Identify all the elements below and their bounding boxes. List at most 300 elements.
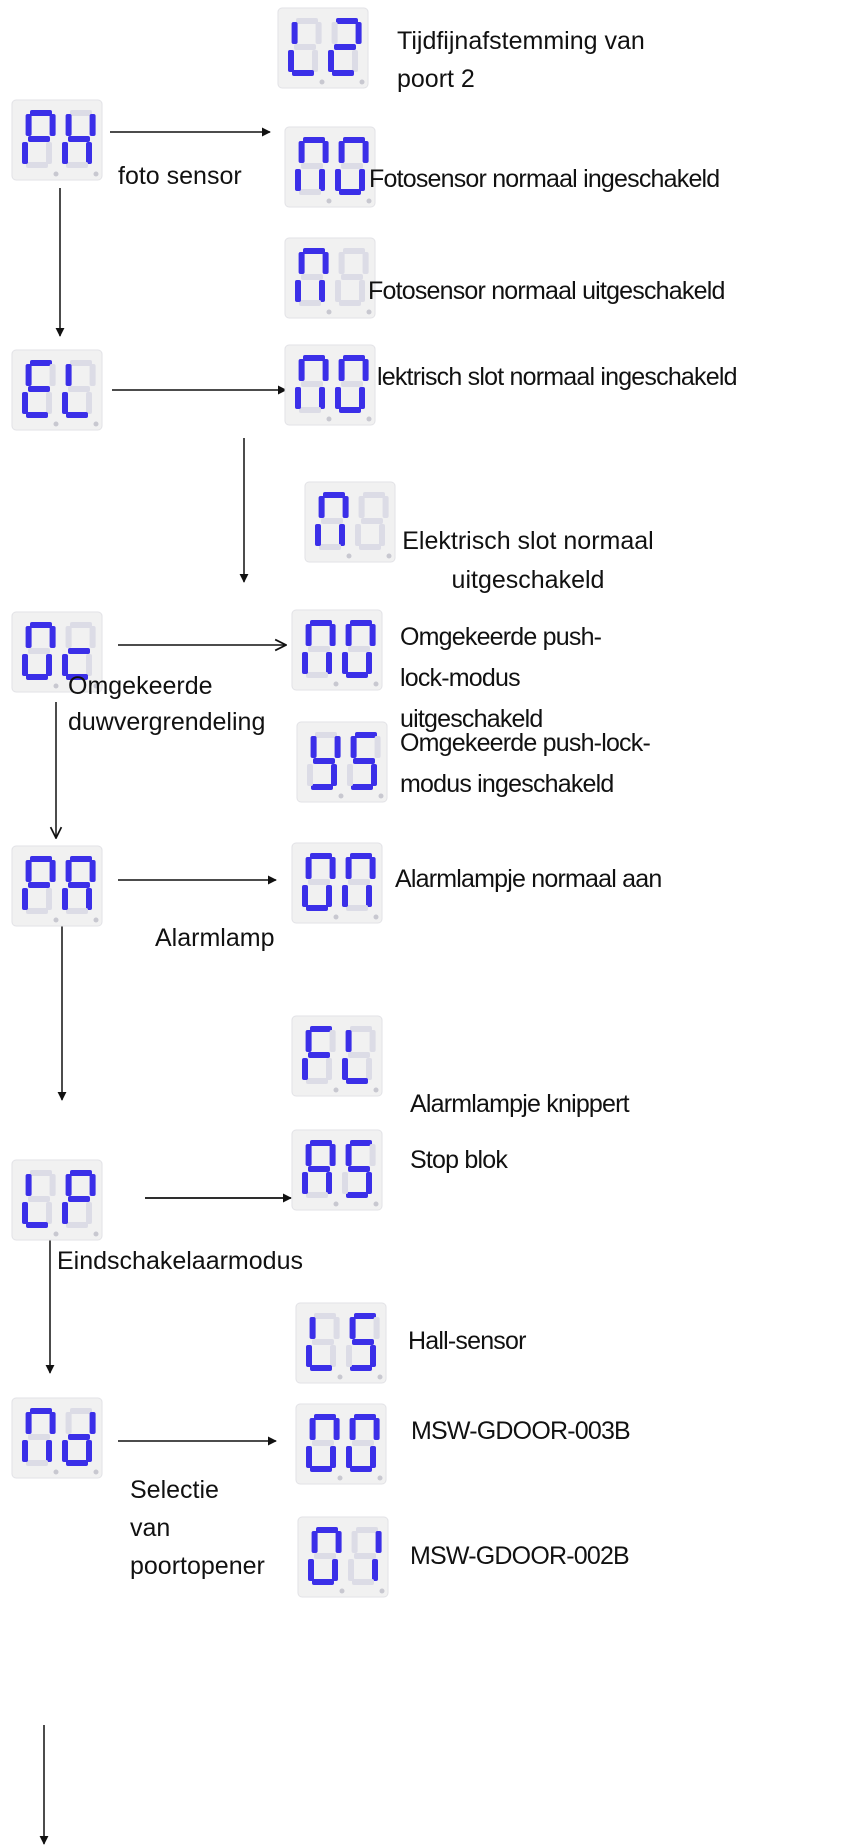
option-display-2-nc-digit-2-segment-a [343,248,365,254]
option-display-10-ls-digit-1-segment-e [306,1345,312,1367]
option-display-2-nc-digit-1-segment-a [303,248,325,254]
menu-display-el [12,350,102,430]
option-display-3-no [285,345,375,425]
option-display-2-nc-dot-2 [367,310,372,315]
option-display-12-o1-digit-2-segment-g [354,1553,376,1559]
option-display-6-ys-digit-2-segment-c [371,764,377,786]
menu-display-lp [12,1160,102,1240]
menu-display-nd-digit-1-segment-d [26,1460,48,1466]
option-display-3-no-dot-2 [367,417,372,422]
option-display-2-nc-digit-1-segment-c [319,280,325,302]
option-display-4-nc-digit-2-segment-a [363,492,385,498]
option-display-10-ls-digit-2-segment-e [346,1345,352,1367]
menu-display-pa-digit-1-segment-f [26,860,32,882]
option-display-6-ys-dot-2 [379,794,384,799]
option-display-8-fl-digit-1-segment-g [308,1052,330,1058]
option-display-4-nc-digit-1-segment-g [321,518,343,524]
option-display-8-fl-digit-1-segment-d [306,1078,328,1084]
menu-label-reverse-push-lock: Omgekeerde duwvergrendeling [68,672,266,736]
option-display-0-l2-digit-1-segment-c [312,50,318,72]
option-display-4-nc-digit-2-segment-e [355,524,361,546]
menu-display-lp-dot [54,1232,59,1237]
option-display-5-no-digit-1-segment-f [306,624,312,646]
option-display-7-on-digit-2-segment-a [350,853,372,859]
menu-display-el-digit-2-segment-f [66,364,72,386]
option-display-1-no-digit-2-segment-c [359,169,365,191]
option-display-12-o1-digit-1-segment-c [332,1559,338,1581]
option-display-5-no-digit-2-segment-b [370,624,376,646]
option-display-12-o1-digit-2-segment-b [376,1531,382,1553]
menu-display-pa-digit-1-segment-a [30,856,52,862]
option-display-1-no-digit-2-segment-b [363,141,369,163]
menu-display-pa-digit-2-segment-b [90,860,96,882]
menu-display-pa-digit-1-segment-d [26,908,48,914]
menu-display-pa-dot [54,918,59,923]
option-display-7-on-digit-1-segment-a [310,853,332,859]
option-display-9-as-digit-2-segment-g [348,1166,370,1172]
option-display-2-nc-digit-1-segment-g [301,274,323,280]
option-display-0-l2-digit-2-segment-e [328,50,334,72]
option-display-4-nc-digit-1-segment-f [319,496,325,518]
menu-display-nd-digit-2-segment-b [90,1412,96,1434]
option-display-10-ls-digit-2-segment-d [350,1365,372,1371]
option-label-alarm-blink: Alarmlampje knippert [410,1090,629,1118]
option-label-stop-block: Stop blok [410,1146,508,1174]
menu-display-nd-digit-1-segment-g [28,1434,50,1440]
menu-display-nd-dot [54,1470,59,1475]
option-display-3-no-digit-1-segment-b [323,359,329,381]
option-display-5-no-digit-2-segment-f [346,624,352,646]
option-display-2-nc-digit-2-segment-g [341,274,363,280]
menu-display-oc-dot [54,684,59,689]
option-display-10-ls-digit-1-segment-a [314,1313,336,1319]
option-display-8-fl-digit-1-segment-c [326,1058,332,1080]
option-display-1-no-dot-2 [367,199,372,204]
option-display-5-no-dot-2 [374,682,379,687]
option-display-5-no-digit-2-segment-a [350,620,372,626]
option-display-5-no-digit-2-segment-g [348,646,370,652]
menu-display-nd-digit-1-segment-e [22,1440,28,1462]
menu-display-ph-digit-2-segment-a [70,110,92,116]
option-display-5-no-digit-1-segment-d [306,672,328,678]
option-display-1-no-digit-2-segment-f [339,141,345,163]
option-display-6-ys-digit-2-segment-f [351,736,357,758]
menu-display-ph-digit-1-segment-c [46,142,52,164]
option-display-11-oo-dot [338,1476,343,1481]
menu-display-pa-digit-1-segment-e [22,888,28,910]
option-display-3-no-digit-2-segment-b [363,359,369,381]
option-display-10-ls-digit-1-segment-f [310,1317,316,1339]
menu-display-pa-digit-1-segment-g [28,882,50,888]
menu-display-ph-digit-2-segment-c [86,142,92,164]
option-display-1-no-digit-2-segment-d [339,189,361,195]
menu-display-el-digit-2-segment-a [70,360,92,366]
menu-display-nd-digit-2-segment-g [68,1434,90,1440]
menu-display-ph-digit-1-segment-f [26,114,32,136]
option-display-12-o1-digit-1-segment-e [308,1559,314,1581]
option-display-4-nc-digit-2-segment-c [379,524,385,546]
menu-display-el-digit-1-segment-e [22,392,28,414]
menu-display-lp-digit-1-segment-c [46,1202,52,1224]
option-display-3-no-digit-1-segment-d [299,407,321,413]
menu-display-lp-digit-2-segment-f [66,1174,72,1196]
option-display-10-ls-dot [338,1375,343,1380]
menu-display-ph-dot [54,172,59,177]
option-display-1-no-digit-1-segment-c [319,169,325,191]
option-display-3-no-digit-2-segment-d [339,407,361,413]
option-display-7-on-digit-1-segment-g [308,879,330,885]
option-display-10-ls-digit-1-segment-c [330,1345,336,1367]
menu-display-oc-digit-2-segment-g [68,648,90,654]
menu-display-ph-digit-2-segment-b [90,114,96,136]
option-display-11-oo-digit-2-segment-e [346,1446,352,1468]
option-display-9-as-digit-2-segment-b [370,1144,376,1166]
menu-display-nd-digit-1-segment-b [50,1412,56,1434]
option-display-8-fl-digit-2-segment-b [370,1030,376,1052]
option-display-10-ls-digit-2-segment-b [374,1317,380,1339]
option-display-9-as-digit-1-segment-f [306,1144,312,1166]
menu-label-alarm-lamp: Alarmlamp [155,924,275,952]
option-display-11-oo-digit-2-segment-b [374,1418,380,1440]
option-display-8-fl-dot-2 [374,1088,379,1093]
option-display-9-as [292,1130,382,1210]
menu-display-nd-digit-1-segment-a [30,1408,52,1414]
option-display-9-as-dot [334,1202,339,1207]
menu-display-nd-dot-2 [94,1470,99,1475]
option-display-0-l2 [278,8,368,88]
option-display-12-o1-digit-2-segment-c [372,1559,378,1581]
option-display-8-fl-digit-1-segment-a [310,1026,332,1032]
option-display-12-o1 [298,1517,388,1597]
option-display-9-as-digit-2-segment-d [346,1192,368,1198]
option-display-7-on-digit-2-segment-d [346,905,368,911]
option-display-12-o1-dot-2 [380,1589,385,1594]
option-display-3-no-digit-2-segment-a [343,355,365,361]
option-display-11-oo-digit-1-segment-f [310,1418,316,1440]
option-display-8-fl-digit-2-segment-d [346,1078,368,1084]
option-display-10-ls-digit-1-segment-b [334,1317,340,1339]
menu-display-pa-digit-1-segment-b [50,860,56,882]
option-display-6-ys-digit-1-segment-f [311,736,317,758]
option-display-7-on-digit-2-segment-e [342,885,348,907]
option-display-2-nc-digit-1-segment-b [323,252,329,274]
option-display-4-nc-digit-2-segment-b [383,496,389,518]
option-display-6-ys-digit-1-segment-a [315,732,337,738]
option-display-10-ls [296,1303,386,1383]
option-display-6-ys-digit-2-segment-e [347,764,353,786]
option-display-5-no-digit-2-segment-d [346,672,368,678]
menu-label-photo-sensor: foto sensor [118,162,242,190]
menu-display-pa-digit-2-segment-f [66,860,72,882]
menu-display-lp-dot-2 [94,1232,99,1237]
option-display-3-no-digit-1-segment-a [303,355,325,361]
option-display-9-as-digit-1-segment-d [306,1192,328,1198]
option-display-12-o1-dot [340,1589,345,1594]
menu-display-el-dot-2 [94,422,99,427]
menu-display-nd-digit-2-segment-e [62,1440,68,1462]
option-display-10-ls-digit-2-segment-c [370,1345,376,1367]
option-display-6-ys-dot [339,794,344,799]
option-display-4-nc-digit-2-segment-d [359,544,381,550]
menu-display-lp-digit-2-segment-d [66,1222,88,1228]
option-display-0-l2-digit-2-segment-f [332,22,338,44]
option-display-0-l2-digit-2-segment-g [334,44,356,50]
option-label-gdoor-002b: MSW-GDOOR-002B [410,1542,629,1570]
option-display-9-as-digit-2-segment-a [350,1140,372,1146]
option-display-12-o1-digit-2-segment-d [352,1579,374,1585]
menu-display-oc-digit-2-segment-b [90,626,96,648]
menu-display-el-digit-2-segment-c [86,392,92,414]
option-display-2-nc-digit-2-segment-f [339,252,345,274]
option-display-10-ls-digit-1-segment-g [312,1339,334,1345]
option-display-6-ys-digit-2-segment-d [351,784,373,790]
option-display-11-oo-dot-2 [378,1476,383,1481]
option-display-7-on-digit-1-segment-f [306,857,312,879]
menu-label-opener-selection: Selectie van poortopener [130,1476,265,1580]
option-display-3-no-digit-2-segment-f [339,359,345,381]
menu-display-oc-digit-1-segment-g [28,648,50,654]
option-display-5-no-digit-1-segment-a [310,620,332,626]
option-display-12-o1-digit-2-segment-a [356,1527,378,1533]
option-display-9-as-dot-2 [374,1202,379,1207]
menu-display-pa-digit-2-segment-a [70,856,92,862]
option-display-4-nc [305,482,395,562]
menu-display-oc-digit-1-segment-b [50,626,56,648]
menu-display-nd [12,1398,102,1478]
option-display-11-oo [296,1404,386,1484]
option-display-9-as-digit-2-segment-f [346,1144,352,1166]
option-display-3-no-digit-2-segment-c [359,387,365,409]
option-display-12-o1-digit-2-segment-f [352,1531,358,1553]
option-display-1-no-digit-1-segment-a [303,137,325,143]
menu-display-oc-digit-2-segment-f [66,626,72,648]
menu-display-ph-digit-1-segment-d [26,162,48,168]
option-label-reverse-off: Omgekeerde push-lock-modus uitgeschakeld [400,623,602,733]
option-display-6-ys-digit-2-segment-a [355,732,377,738]
option-display-9-as-digit-1-segment-c [326,1172,332,1194]
option-display-7-on-digit-1-segment-b [330,857,336,879]
menu-display-lp-digit-1-segment-d [26,1222,48,1228]
option-display-9-as-digit-1-segment-g [308,1166,330,1172]
option-display-0-l2-digit-2-segment-d [332,70,354,76]
menu-display-ph-digit-2-segment-e [62,142,68,164]
option-display-7-on-digit-1-segment-d [306,905,328,911]
option-display-0-l2-digit-1-segment-e [288,50,294,72]
option-label-photo-off: Fotosensor normaal uitgeschakeld [368,277,725,305]
menu-display-oc-digit-2-segment-a [70,622,92,628]
option-label-lock-on: lektrisch slot normaal ingeschakeld [377,363,737,391]
option-display-0-l2-digit-1-segment-f [292,22,298,44]
option-display-11-oo-digit-1-segment-d [310,1466,332,1472]
option-display-0-l2-digit-1-segment-g [294,44,316,50]
option-label-photo-on: Fotosensor normaal ingeschakeld [369,165,720,193]
option-display-2-nc [285,238,375,318]
menu-display-lp-digit-1-segment-b [50,1174,56,1196]
menu-display-ph-dot-2 [94,172,99,177]
option-display-0-l2-digit-2-segment-c [352,50,358,72]
option-display-4-nc-digit-1-segment-e [315,524,321,546]
option-display-2-nc-digit-1-segment-e [295,280,301,302]
option-display-5-no-digit-1-segment-g [308,646,330,652]
option-display-11-oo-digit-1-segment-e [306,1446,312,1468]
menu-display-ph-digit-1-segment-a [30,110,52,116]
menu-display-lp-digit-2-segment-c [86,1202,92,1224]
menu-display-lp-digit-1-segment-e [22,1202,28,1224]
option-display-8-fl-digit-2-segment-f [346,1030,352,1052]
option-display-5-no-digit-1-segment-b [330,624,336,646]
option-display-4-nc-dot-2 [387,554,392,559]
option-display-2-nc-digit-2-segment-d [339,300,361,306]
option-display-4-nc-digit-2-segment-g [361,518,383,524]
option-display-1-no-digit-2-segment-e [335,169,341,191]
option-display-11-oo-digit-2-segment-f [350,1418,356,1440]
option-display-8-fl-digit-1-segment-b [330,1030,336,1052]
menu-display-el-dot [54,422,59,427]
menu-display-nd-digit-2-segment-a [70,1408,92,1414]
option-display-7-on-digit-2-segment-b [370,857,376,879]
option-display-4-nc-digit-2-segment-f [359,496,365,518]
option-display-5-no-digit-2-segment-e [342,652,348,674]
menu-display-el-digit-1-segment-a [30,360,52,366]
option-display-12-o1-digit-1-segment-f [312,1531,318,1553]
menu-display-pa-digit-2-segment-g [68,882,90,888]
menu-display-el-digit-1-segment-c [46,392,52,414]
menu-display-pa-digit-2-segment-d [66,908,88,914]
option-display-3-no-digit-1-segment-c [319,387,325,409]
option-display-5-no-digit-1-segment-c [326,652,332,674]
menu-display-el-digit-2-segment-b [90,364,96,386]
option-display-1-no-digit-1-segment-f [299,141,305,163]
menu-display-el-digit-1-segment-b [50,364,56,386]
option-display-11-oo-digit-2-segment-g [352,1440,374,1446]
option-display-10-ls-digit-2-segment-f [350,1317,356,1339]
option-display-10-ls-digit-2-segment-g [352,1339,374,1345]
option-display-12-o1-digit-1-segment-g [314,1553,336,1559]
option-display-2-nc-digit-2-segment-b [363,252,369,274]
option-display-6-ys-digit-1-segment-c [331,764,337,786]
option-display-9-as-digit-2-segment-e [342,1172,348,1194]
option-display-8-fl-dot [334,1088,339,1093]
option-display-7-on-dot [334,915,339,920]
menu-display-lp-digit-1-segment-g [28,1196,50,1202]
option-display-4-nc-dot [347,554,352,559]
option-display-4-nc-digit-1-segment-d [319,544,341,550]
menu-display-nd-digit-1-segment-c [46,1440,52,1462]
menu-display-pa-digit-2-segment-e [62,888,68,910]
option-display-10-ls-digit-2-segment-a [354,1313,376,1319]
menu-display-nd-digit-2-segment-d [66,1460,88,1466]
option-display-7-on-digit-1-segment-e [302,885,308,907]
menu-display-ph-digit-2-segment-d [66,162,88,168]
menu-display-pa-dot-2 [94,918,99,923]
menu-display-pa-digit-2-segment-c [86,888,92,910]
menu-display-el-digit-1-segment-d [26,412,48,418]
option-display-11-oo-digit-2-segment-c [370,1446,376,1468]
menu-display-lp-digit-1-segment-a [30,1170,52,1176]
menu-display-el-digit-1-segment-f [26,364,32,386]
menu-display-pa-digit-1-segment-c [46,888,52,910]
option-display-2-nc-digit-2-segment-e [335,280,341,302]
option-display-7-on-digit-2-segment-f [346,857,352,879]
option-display-11-oo-digit-2-segment-d [350,1466,372,1472]
option-display-11-oo-digit-2-segment-a [354,1414,376,1420]
option-display-0-l2-digit-1-segment-b [316,22,322,44]
option-display-1-no-dot [327,199,332,204]
option-label-reverse-on: Omgekeerde push-lock-modus ingeschakeld [400,729,650,798]
option-display-5-no-digit-2-segment-c [366,652,372,674]
option-display-11-oo-digit-1-segment-g [312,1440,334,1446]
option-label-gdoor-003b: MSW-GDOOR-003B [411,1417,630,1445]
menu-display-ph-digit-1-segment-e [22,142,28,164]
option-display-8-fl-digit-1-segment-f [306,1030,312,1052]
option-display-7-on-digit-2-segment-g [348,879,370,885]
option-display-1-no-digit-2-segment-a [343,137,365,143]
option-display-7-on-dot-2 [374,915,379,920]
menu-display-oc-digit-1-segment-f [26,626,32,648]
option-display-2-nc-digit-2-segment-c [359,280,365,302]
option-display-5-no-dot [334,682,339,687]
menu-display-ph [12,100,102,180]
option-display-6-ys-digit-2-segment-b [375,736,381,758]
menu-display-lp-digit-2-segment-g [68,1196,90,1202]
option-display-3-no-digit-2-segment-e [335,387,341,409]
option-display-0-l2-dot [320,80,325,85]
menu-display-el-digit-2-segment-d [66,412,88,418]
option-display-6-ys-digit-1-segment-g [313,758,335,764]
option-display-6-ys [297,722,387,802]
menu-display-lp-digit-1-segment-f [26,1174,32,1196]
option-label-gate2-timing: Tijdfijnafstemming van poort 2 [397,27,645,93]
menu-display-lp-digit-2-segment-e [62,1202,68,1224]
option-display-3-no-dot [327,417,332,422]
option-display-1-no [285,127,375,207]
menu-display-nd-digit-1-segment-f [26,1412,32,1434]
option-display-12-o1-digit-2-segment-e [348,1559,354,1581]
option-display-1-no-digit-1-segment-g [301,163,323,169]
option-display-8-fl-digit-2-segment-c [366,1058,372,1080]
option-display-5-no [292,610,382,690]
menu-display-oc-digit-1-segment-c [46,654,52,676]
option-display-8-fl-digit-2-segment-e [342,1058,348,1080]
menu-display-ph-digit-2-segment-g [68,136,90,142]
option-display-1-no-digit-1-segment-b [323,141,329,163]
menu-display-oc-digit-1-segment-d [26,674,48,680]
option-display-6-ys-digit-1-segment-b [335,736,341,758]
option-display-7-on-digit-2-segment-c [366,885,372,907]
option-display-0-l2-digit-1-segment-d [292,70,314,76]
option-display-10-ls-dot-2 [378,1375,383,1380]
option-display-8-fl-digit-2-segment-g [348,1052,370,1058]
option-label-lock-off: Elektrisch slot normaal uitgeschakeld [402,527,654,594]
option-display-1-no-digit-1-segment-d [299,189,321,195]
option-display-10-ls-digit-1-segment-d [310,1365,332,1371]
option-display-7-on [292,843,382,923]
option-display-12-o1-digit-1-segment-b [336,1531,342,1553]
option-display-4-nc-digit-1-segment-b [343,496,349,518]
option-display-9-as-digit-1-segment-b [330,1144,336,1166]
option-display-11-oo-digit-1-segment-b [334,1418,340,1440]
option-display-4-nc-digit-1-segment-a [323,492,345,498]
option-display-4-nc-digit-1-segment-c [339,524,345,546]
option-display-2-nc-dot [327,310,332,315]
option-display-9-as-digit-2-segment-c [366,1172,372,1194]
menu-display-lp-digit-2-segment-a [70,1170,92,1176]
menu-display-pa [12,846,102,926]
option-display-3-no-digit-1-segment-f [299,359,305,381]
option-display-12-o1-digit-1-segment-a [316,1527,338,1533]
option-display-7-on-digit-1-segment-c [326,885,332,907]
menu-display-nd-digit-2-segment-c [86,1440,92,1462]
